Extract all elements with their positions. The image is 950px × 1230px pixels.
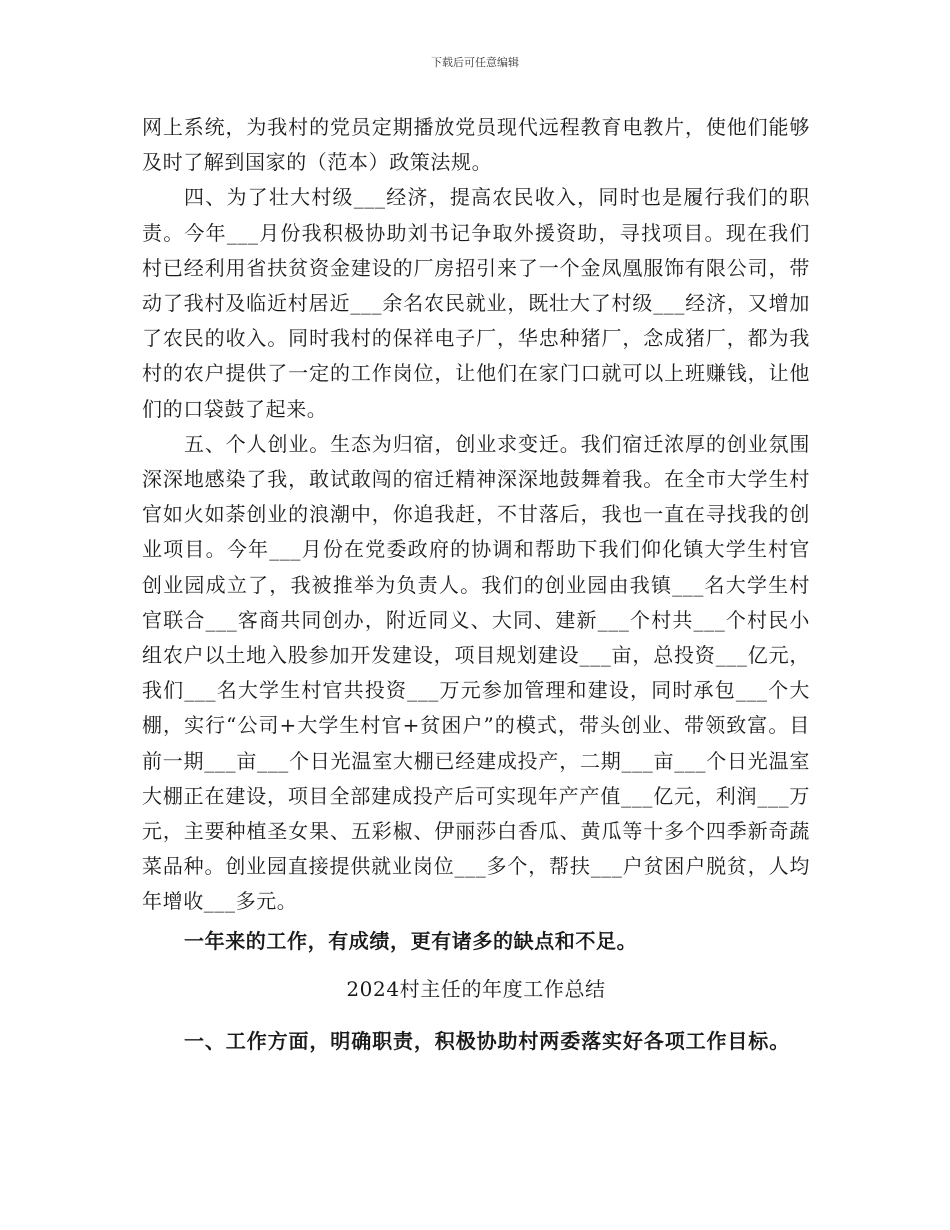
section-heading: 一、工作方面，明确职责，积极协助村两委落实好各项工作目标。 <box>184 1028 791 1053</box>
paragraph-continuation: 网上系统，为我村的党员定期播放党员现代远程教育电教片，使他们能够及时了解到国家的（范本）政策法规。 <box>142 115 810 175</box>
document-body <box>142 110 810 1066</box>
paragraph-personal-business: 五、个人创业。生态为归宿，创业求变迁。我们宿迁浓厚的创业氛围深深地感染了我，敢试敢闯的宿迁精神深深地鼓舞着我。在全市大学生村官如火如荼创业的浪潮中，你追我赶，不甘落后，我也一直在寻找我的创业项目。今年___月份在党委政府的协调和帮助下我们仰化镇大学生村官创业园成立了，我被推举为负责人。我们的创业园由我镇___名大学生村官联合___客商共同创办，附近同义、大同、建新___个村共___个村民小组农户以土地入股参加开发建设，项目规划建设___亩，总投资___亿元，我们___名大学生村官共投资___万元参加管理和建设，同时承包___个大棚，实行“公司+大学生村官+贫困户”的模式，带头创业、带领致富。目前一期___亩___个日光温室大棚已经建成投产，二期___亩___个日光温室大棚正在建设，项目全部建成投产后可实现年产产值___亿元，利润___万元，主要种植圣女果、五彩椒、伊丽莎白香瓜、黄瓜等十多个四季新奇蔬菜品种。创业园直接提供就业岗位___多个，帮扶___户贫困户脱贫，人均年增收___多元。 <box>142 431 810 914</box>
header-note: 下载后可任意编辑 <box>431 56 519 69</box>
summary-line: 一年来的工作，有成绩，更有诸多的缺点和不足。 <box>184 928 638 953</box>
document-title: 2024村主任的年度工作总结 <box>346 976 606 1001</box>
paragraph-village-economy: 四、为了壮大村级___经济，提高农民收入，同时也是履行我们的职责。今年___月份我积极协助刘书记争取外援资助，寻找项目。现在我们村已经利用省扶贫资金建设的厂房招引来了一个金凤凰服饰有限公司，带动了我村及临近村居近___余名农民就业，既壮大了村级___经济，又增加了农民的收入。同时我村的保祥电子厂，华忠种猪厂，念成猪厂，都为我村的农户提供了一定的工作岗位，让他们在家门口就可以上班赚钱，让他们的口袋鼓了起来。 <box>142 185 810 421</box>
